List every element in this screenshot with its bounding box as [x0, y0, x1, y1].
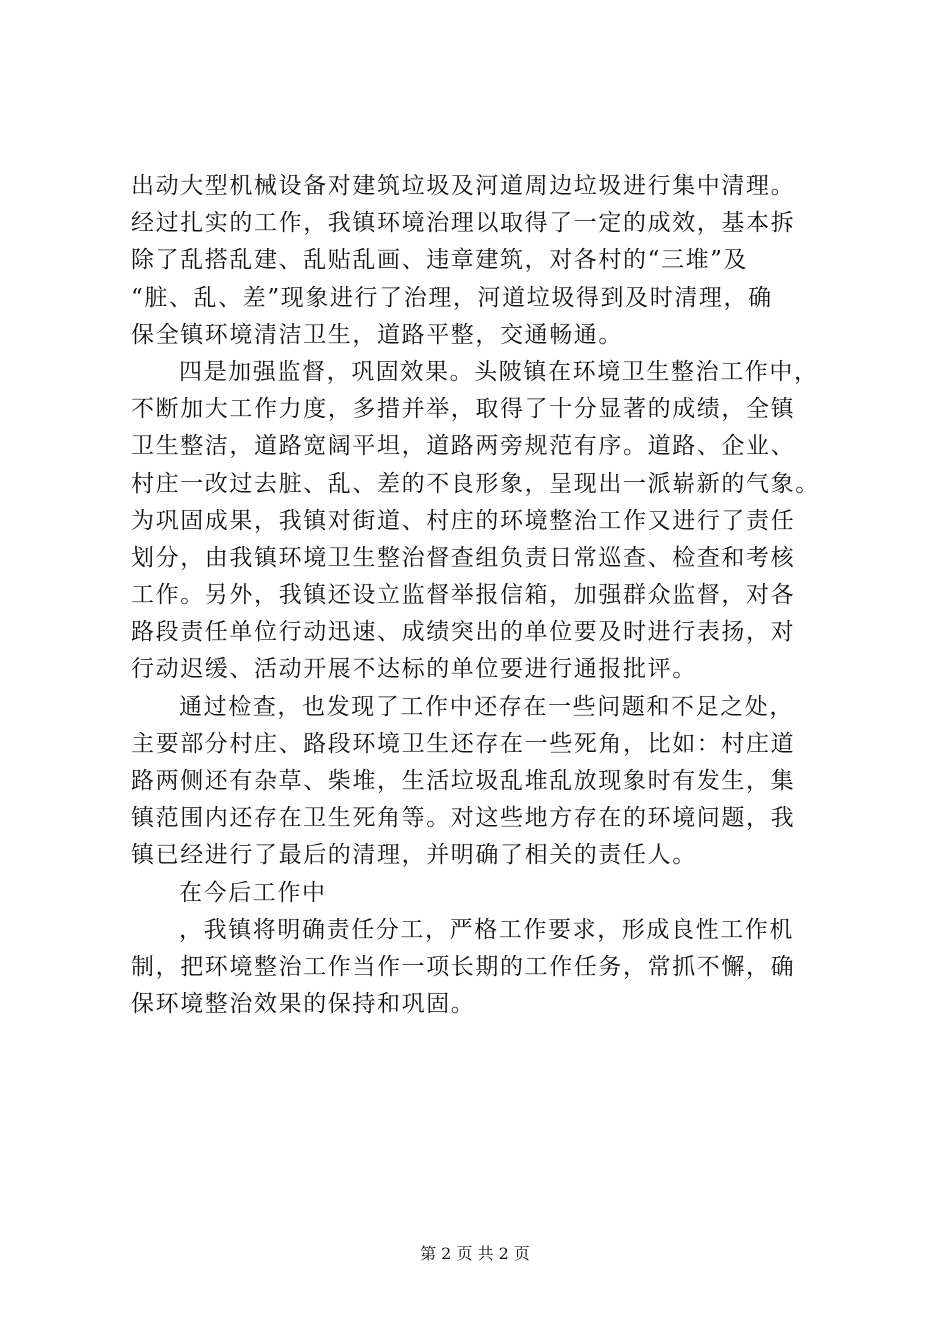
- text-line: “脏、乱、差”现象进行了治理，河道垃圾得到及时清理，确: [131, 284, 773, 311]
- text-line: 路两侧还有杂草、柴堆，生活垃圾乱堆乱放现象时有发生，集: [131, 768, 796, 794]
- paragraph-start-line: 四是加强监督，巩固效果。头陂镇在环境卫生整治工作中，: [179, 358, 819, 385]
- text-line: 村庄一改过去脏、乱、差的不良形象，呈现出一派崭新的气象。: [131, 470, 820, 497]
- text-line: 不断加大工作力度，多措并举，取得了十分显著的成绩，全镇: [131, 396, 796, 423]
- text-line: 工作。另外，我镇还设立监督举报信箱，加强群众监督，对各: [131, 582, 796, 609]
- text-line: 除了乱搭乱建、乱贴乱画、违章建筑，对各村的“三堆”及: [131, 247, 749, 274]
- text-line: 行动迟缓、活动开展不达标的单位要进行通报批评。: [131, 656, 697, 683]
- text-line: 卫生整洁，道路宽阔平坦，道路两旁规范有序。道路、企业、: [131, 433, 796, 460]
- text-line: 出动大型机械设备对建筑垃圾及河道周边垃圾进行集中清理。: [131, 173, 796, 199]
- body-text: [131, 168, 831, 1023]
- text-line: 路段责任单位行动迅速、成绩突出的单位要及时进行表扬，对: [131, 619, 796, 646]
- text-line: 保全镇环境清洁卫生，道路平整，交通畅通。: [131, 321, 623, 348]
- text-line: 经过扎实的工作，我镇环境治理以取得了一定的成效，基本拆: [131, 210, 796, 237]
- paragraph-start-line: 通过检查，也发现了工作中还存在一些问题和不足之处，: [179, 693, 794, 720]
- text-line: 制，把环境整治工作当作一项长期的工作任务，常抓不懈，确: [131, 953, 796, 980]
- text-line: 主要部分村庄、路段环境卫生还存在一些死角，比如：村庄道: [131, 730, 796, 757]
- text-line: 划分，由我镇环境卫生整治督查组负责日常巡查、检查和考核: [131, 544, 796, 571]
- text-line: 镇已经进行了最后的清理，并明确了相关的责任人。: [131, 842, 697, 869]
- text-line: 镇范围内还存在卫生死角等。对这些地方存在的环境问题，我: [131, 805, 796, 832]
- paragraph-start-line: 在今后工作中: [179, 879, 327, 906]
- text-line: 保环境整治效果的保持和巩固。: [131, 991, 476, 1018]
- page-number-footer: 第 2 页 共 2 页: [420, 1244, 530, 1263]
- text-line: 为巩固成果，我镇对街道、村庄的环境整治工作又进行了责任: [131, 507, 796, 534]
- paragraph-start-line: ，我镇将明确责任分工，严格工作要求，形成良性工作机: [179, 916, 794, 943]
